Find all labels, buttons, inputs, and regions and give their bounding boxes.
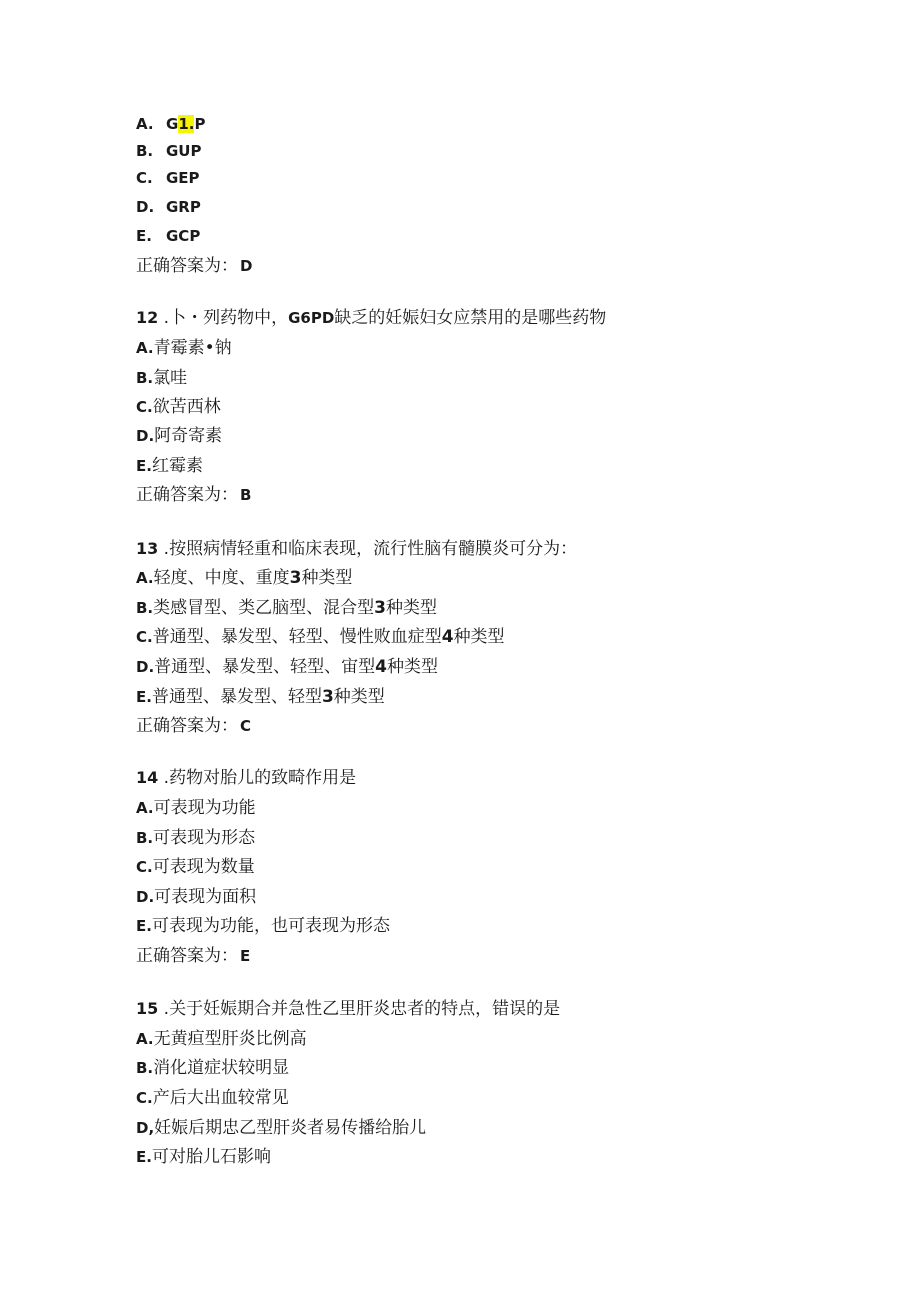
question-stem: 13 .按照病情轻重和临床表现，流行性脑有髓膜炎可分为： — [136, 539, 578, 559]
option-text: 欲苦西林 — [152, 397, 221, 417]
option-label: E. — [136, 227, 152, 245]
option-line: A.轻度、中度、重度3种类型 — [136, 568, 353, 588]
option-label: E. — [136, 917, 152, 935]
option-line — [136, 166, 200, 190]
option-line — [136, 855, 255, 879]
option-label: B. — [136, 142, 154, 160]
option-line — [136, 195, 201, 219]
option-text: 青霉素•钠 — [153, 338, 232, 358]
answer-value: D — [240, 257, 253, 275]
question-number: 14 — [136, 768, 159, 787]
option-text: 红霉素 — [151, 456, 203, 476]
option-line — [136, 885, 256, 909]
option-label: D. — [136, 198, 155, 216]
option-value: GEP — [166, 169, 200, 187]
option-line: D.普通型、暴发型、轻型、宙型4种类型 — [136, 657, 438, 677]
option-line — [136, 139, 202, 163]
question-stem: 14 .药物对胎儿的致畸作用是 — [136, 768, 357, 788]
option-line — [136, 796, 256, 820]
option-label: E. — [136, 688, 152, 706]
answer-line — [136, 254, 252, 278]
option-line — [136, 336, 232, 360]
option-line — [136, 366, 187, 390]
option-value: GRP — [166, 198, 201, 216]
option-label: C. — [136, 628, 153, 646]
option-label: E. — [136, 1148, 152, 1166]
option-label: C. — [136, 169, 153, 187]
answer-line: 正确答案为： E — [136, 946, 251, 966]
option-text: 消化道症状较明显 — [153, 1058, 290, 1078]
option-text: 可表现为形态 — [153, 828, 256, 848]
option-label: A. — [136, 115, 154, 133]
option-text: 阿奇寄素 — [154, 426, 223, 446]
option-label: A. — [136, 1030, 154, 1048]
option-text: 可表现为面积 — [154, 887, 257, 907]
option-label: B. — [136, 1059, 154, 1077]
option-label: E. — [136, 457, 152, 475]
option-text: 无黄疸型肝炎比例高 — [153, 1029, 307, 1049]
option-text: 可表现为功能 — [153, 798, 256, 818]
option-line: E.普通型、暴发型、轻型3种类型 — [136, 687, 385, 707]
question-number: 13 — [136, 539, 159, 558]
option-text: 普通型、暴发型、轻型、慢性败血症型 — [152, 627, 442, 647]
option-label: A. — [136, 339, 154, 357]
option-label: D. — [136, 888, 155, 906]
option-label: D. — [136, 427, 155, 445]
answer-line: 正确答案为： C — [136, 716, 252, 736]
option-text: 妊娠后期忠乙型肝炎者易传播给胎儿 — [154, 1118, 427, 1138]
option-line — [136, 1056, 289, 1080]
option-label: B. — [136, 829, 154, 847]
option-label: A. — [136, 799, 154, 817]
option-label: B. — [136, 369, 154, 387]
option-text: 可表现为功能，也可表现为形态 — [151, 916, 390, 936]
question-stem: 12 .卜・列药物中，G6PD缺乏的妊娠妇女应禁用的是哪些药物 — [136, 308, 607, 328]
option-label: D. — [136, 658, 155, 676]
option-line — [136, 454, 203, 478]
question-number: 15 — [136, 999, 159, 1018]
option-text: 类感冒型、类乙脑型、混合型 — [153, 598, 375, 618]
option-line — [136, 1086, 289, 1110]
option-label: B. — [136, 599, 154, 617]
option-line — [136, 1027, 307, 1051]
answer-value: E — [240, 947, 251, 965]
highlight-mark: 1. — [178, 115, 195, 133]
option-line — [136, 395, 221, 419]
option-line — [136, 1116, 426, 1140]
option-line: B.类感冒型、类乙脑型、混合型3种类型 — [136, 598, 437, 618]
option-label: C. — [136, 1089, 153, 1107]
option-text: 轻度、中度、重度 — [153, 568, 290, 588]
option-label: D, — [136, 1119, 155, 1137]
answer-prefix: 正确答案为： — [136, 256, 238, 276]
option-line — [136, 914, 390, 938]
option-text: 可对胎儿石影响 — [151, 1147, 271, 1167]
option-label: A. — [136, 569, 154, 587]
option-label: C. — [136, 858, 153, 876]
option-text: 产后大出血较常见 — [152, 1088, 289, 1108]
option-value: G1.P — [166, 115, 206, 133]
option-text: 可表现为数量 — [152, 857, 255, 877]
option-value: GUP — [166, 142, 202, 160]
answer-value: C — [240, 717, 252, 735]
option-text: 氯哇 — [153, 368, 188, 388]
question-number: 12 — [136, 308, 159, 327]
option-label: C. — [136, 398, 153, 416]
option-text: 普通型、暴发型、轻型 — [151, 687, 322, 707]
option-line — [136, 1145, 271, 1169]
option-line — [136, 826, 255, 850]
option-line — [136, 424, 222, 448]
option-text: 普通型、暴发型、轻型、宙型 — [154, 657, 376, 677]
option-value: GCP — [166, 227, 201, 245]
option-line — [136, 112, 205, 136]
answer-value: B — [240, 486, 252, 504]
answer-line: 正确答案为： B — [136, 485, 252, 505]
option-line — [136, 224, 200, 248]
question-stem: 15 .关于妊娠期合并急性乙里肝炎忠者的特点，错误的是 — [136, 999, 561, 1019]
option-line: C.普通型、暴发型、轻型、慢性败血症型4种类型 — [136, 627, 505, 647]
